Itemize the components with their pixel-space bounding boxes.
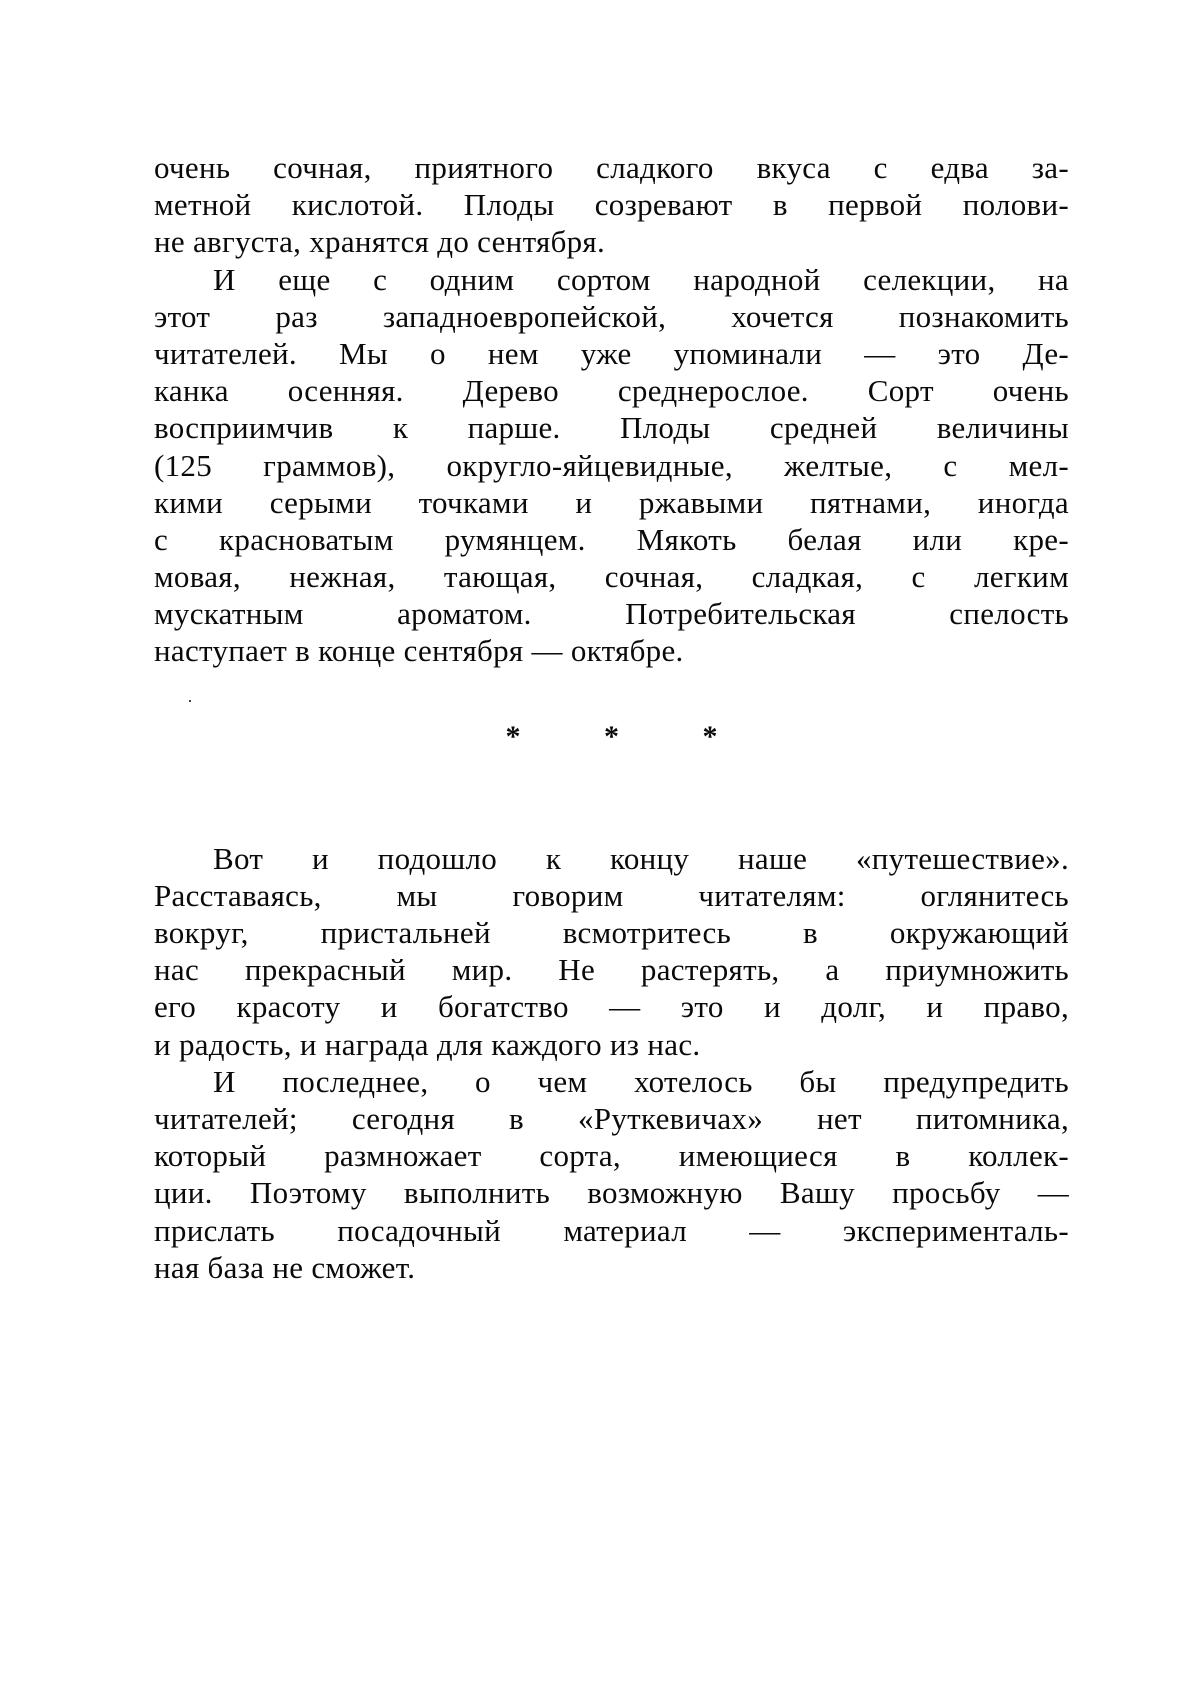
text-line: с красноватым румянцем. Мякоть белая или кре-	[154, 521, 1069, 557]
section-divider	[154, 670, 1069, 840]
paragraph-4	[154, 1063, 1069, 1286]
text-line: наступает в конце сентября — октябре.	[154, 633, 684, 669]
text-line: нас прекрасный мир. Не растерять, а приумножить	[154, 952, 1069, 988]
text-line: ции. Поэтому выполнить возможную Вашу просьбу —	[154, 1175, 1069, 1211]
asterism: * * *	[505, 719, 756, 753]
text-line: который размножает сорта, имеющиеся в коллек-	[154, 1138, 1069, 1174]
text-line: Вот и подошло к концу наше «путешествие».	[213, 840, 1069, 876]
text-line: восприимчив к парше. Плоды средней величины	[154, 410, 1069, 446]
scan-speck	[189, 700, 191, 702]
text-line: канка осенняя. Дерево среднерослое. Сорт очень	[154, 373, 1069, 409]
text-line: читателей. Мы о нем уже упоминали — это Де-	[154, 335, 1069, 371]
paragraph-1	[154, 149, 1069, 261]
text-line: вокруг, пристальней всмотритесь в окружающий	[154, 915, 1069, 950]
text-line: И еще с одним сортом народной селекции, на	[213, 261, 1069, 297]
text-line: метной кислотой. Плоды созревают в первой полови-	[154, 187, 1069, 223]
paragraph-3	[154, 840, 1069, 1063]
text-line: не августа, хранятся до сентября.	[154, 224, 606, 260]
text-line: ная база не сможет.	[154, 1249, 416, 1285]
text-line: очень сочная, приятного сладкого вкуса с едва за-	[154, 150, 1069, 185]
text-line: Расставаясь, мы говорим читателям: оглянитесь	[154, 877, 1069, 913]
text-line: мовая, нежная, тающая, сочная, сладкая, с легким	[154, 559, 1069, 595]
text-line: этот раз западноевропейской, хочется познакомить	[154, 298, 1069, 334]
text-line: мускатным ароматом. Потребительская спелость	[154, 596, 1069, 632]
text-line: И последнее, о чем хотелось бы предупредить	[213, 1063, 1069, 1099]
paragraph-2	[154, 261, 1069, 670]
text-line: и радость, и награда для каждого из нас.	[154, 1026, 701, 1062]
text-line: (125 граммов), округло-яйцевидные, желтые, с мел-	[154, 447, 1069, 483]
text-body	[154, 149, 1069, 1286]
text-line: прислать посадочный материал — эксперименталь-	[154, 1212, 1069, 1248]
text-line: кими серыми точками и ржавыми пятнами, иногда	[154, 484, 1069, 520]
text-line: читателей; сегодня в «Руткевичах» нет питомника,	[154, 1100, 1069, 1136]
text-line: его красоту и богатство — это и долг, и право,	[154, 989, 1069, 1025]
